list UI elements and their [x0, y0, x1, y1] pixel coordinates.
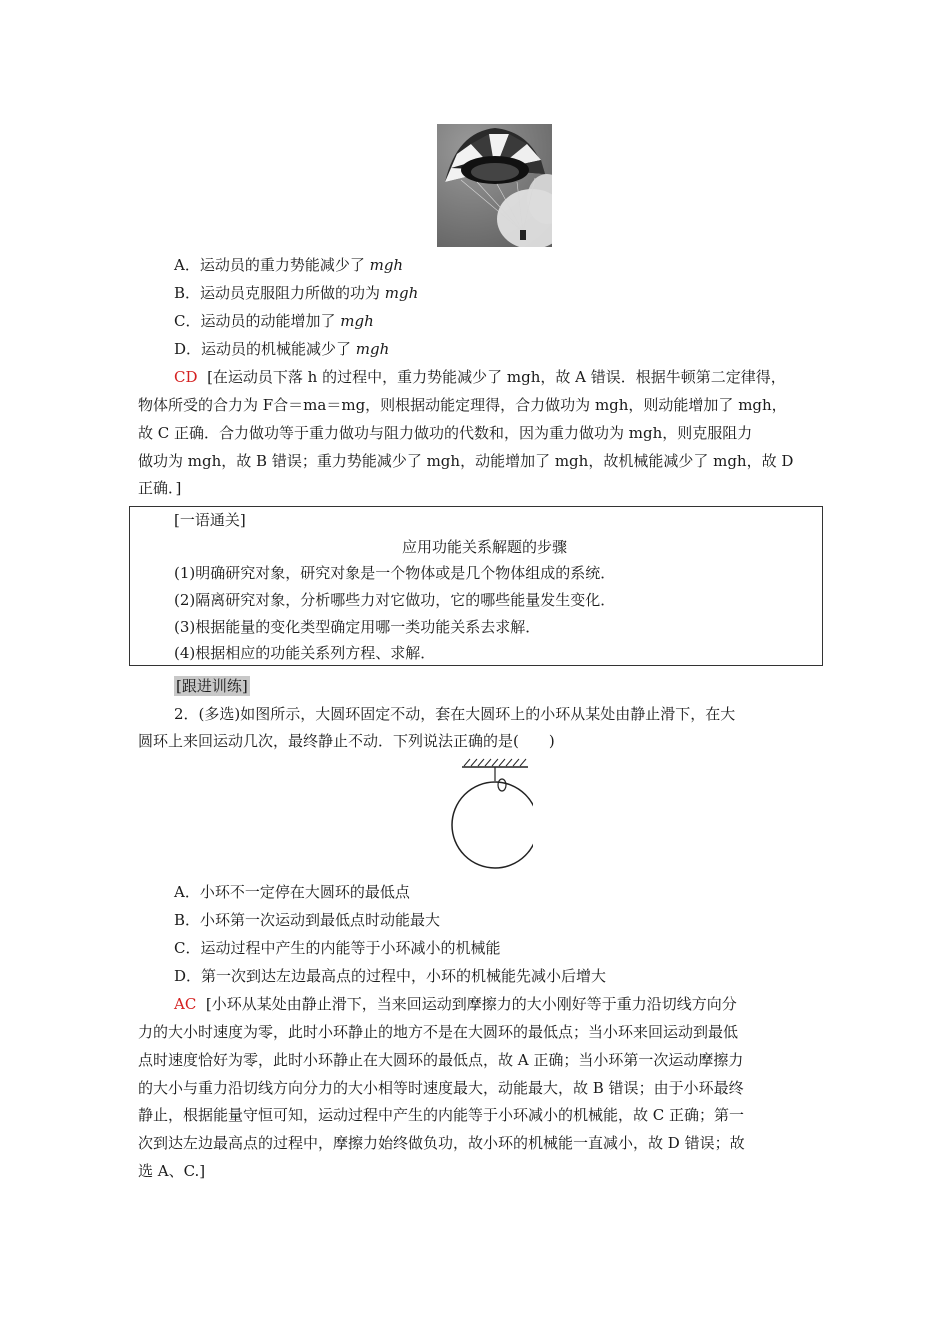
q2-stem-line: 2．(多选)如图所示，大圆环固定不动，套在大圆环上的小环从某处由静止滑下，在大: [174, 705, 736, 723]
summary-box: [129, 506, 823, 666]
q1-explanation-line: 做功为 mgh，故 B 错误；重力势能减少了 mgh，动能增加了 mgh，故机械能减少了 mgh，故 D: [138, 452, 794, 470]
q1-answer: CD: [174, 368, 198, 386]
ring-diagram: [448, 757, 533, 872]
q2-explanation-line: 选 A、C.]: [138, 1162, 206, 1180]
summary-title: 应用功能关系解题的步骤: [402, 538, 568, 556]
q1-option-d: D．运动员的机械能减少了 mgh: [174, 340, 390, 358]
q2-explanation-line: 力的大小时速度为零，此时小环静止的地方不是在大圆环的最低点；当小环来回运动到最低: [138, 1023, 739, 1041]
q2-explanation-line: 次到达左边最高点的过程中，摩擦力始终做负功，故小环的机械能一直减小，故 D 错误；故: [138, 1134, 745, 1152]
q1-explanation-line: 正确．]: [138, 479, 182, 497]
q2-explanation-line: 静止，根据能量守恒可知，运动过程中产生的内能等于小环减小的机械能，故 C 正确；第一: [138, 1106, 745, 1124]
q2-explanation-line: AC [小环从某处由静止滑下，当来回运动到摩擦力的大小刚好等于重力沿切线方向分: [174, 995, 737, 1013]
large-ring: [452, 782, 533, 868]
summary-item: (3)根据能量的变化类型确定用哪一类功能关系去求解．: [174, 618, 541, 636]
summary-item: (4)根据相应的功能关系列方程、求解．: [174, 644, 436, 662]
section-tag: [跟进训练]: [176, 677, 248, 695]
q1-explanation-line: 故 C 正确．合力做功等于重力做功与阻力做功的代数和，因为重力做功为 mgh，则克服阻力: [138, 424, 753, 442]
q2-option-c: C．运动过程中产生的内能等于小环减小的机械能: [174, 939, 501, 957]
q2-stem-line: 圆环上来回运动几次，最终静止不动．下列说法正确的是( ): [138, 732, 555, 750]
ceiling-hatching: [464, 759, 526, 766]
small-ring: [498, 779, 506, 791]
parachute-photo: [437, 124, 552, 247]
q1-option-a: A．运动员的重力势能减少了 mgh: [174, 256, 404, 274]
q1-option-b: B．运动员克服阻力所做的功为 mgh: [174, 284, 419, 302]
summary-tag: [一语通关]: [174, 511, 246, 529]
q2-option-d: D．第一次到达左边最高点的过程中，小环的机械能先减小后增大: [174, 967, 607, 985]
q2-explanation-line: 点时速度恰好为零，此时小环静止在大圆环的最低点，故 A 正确；当小环第一次运动摩擦力: [138, 1051, 744, 1069]
q2-explanation-line: 的大小与重力沿切线方向分力的大小相等时速度最大，动能最大，故 B 错误；由于小环最终: [138, 1079, 744, 1097]
q1-option-c: C．运动员的动能增加了 mgh: [174, 312, 374, 330]
q2-option-a: A．小环不一定停在大圆环的最低点: [174, 883, 410, 901]
summary-item: (1)明确研究对象，研究对象是一个物体或是几个物体组成的系统．: [174, 564, 616, 582]
summary-item: (2)隔离研究对象，分析哪些力对它做功，它的哪些能量发生变化．: [174, 591, 616, 609]
q1-explanation-line: CD [在运动员下落 h 的过程中，重力势能减少了 mgh，故 A 错误．根据牛顿第二定律得，: [174, 368, 786, 386]
q2-option-b: B．小环第一次运动到最低点时动能最大: [174, 911, 441, 929]
q1-explanation-line: 物体所受的合力为 F合＝ma＝mg，则根据动能定理得，合力做功为 mgh，则动能增加了 mgh，: [138, 396, 787, 414]
q2-answer: AC: [174, 995, 197, 1013]
